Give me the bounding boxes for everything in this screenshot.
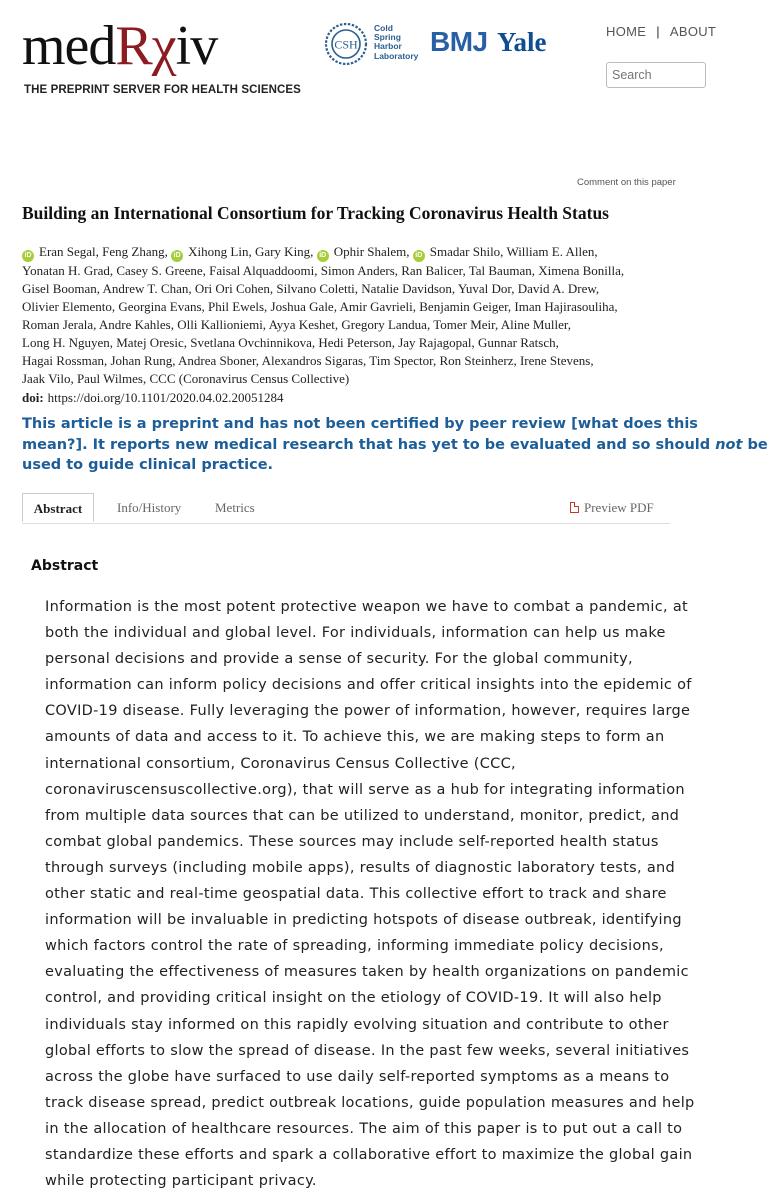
author-group[interactable]: Smadar Shilo, William E. Allen, [429, 244, 598, 259]
orcid-icon[interactable]: iD [317, 250, 329, 262]
notice-text: used to guide clinical practice. [22, 457, 274, 473]
abstract-line: amounts of data and access to it. To achieve this, we are making steps to form an [45, 729, 665, 746]
preprint-notice [22, 414, 768, 476]
doi-link[interactable]: https://doi.org/10.1101/2020.04.02.20051284 [47, 390, 284, 405]
orcid-icon[interactable]: iD [413, 250, 425, 262]
author-line[interactable]: Long H. Nguyen, Matej Oresic, Svetlana Ovchinnikova, Hedi Peterson, Jay Rajagopal, Gunnar Ratsch, [22, 335, 559, 350]
author-line[interactable]: Jaak Vilo, Paul Wilmes, CCC (Coronavirus Census Collective) [22, 371, 350, 386]
author-line[interactable]: Gisel Booman, Andrew T. Chan, Ori Ori Cohen, Silvano Coletti, Natalie Davidson, Yuval Dor, David A. Drew, [22, 281, 600, 296]
abstract-line: both the individual and global level. For individuals, information can help us make [45, 625, 666, 642]
doi-row [22, 390, 284, 406]
abstract-line: information can inform policy decisions and offer critical insights into the epidemic of [45, 677, 692, 694]
abstract-line: coronaviruscensuscollective.org), that will serve as a hub for integrating information [45, 781, 685, 798]
abstract-line: control, and providing critical insight on the etiology of COVID-19. It will also help [45, 990, 662, 1007]
yale-logo[interactable]: Yale [497, 27, 547, 57]
author-group[interactable]: Ophir Shalem, [333, 244, 413, 259]
author-line [22, 243, 682, 262]
tab-metrics[interactable]: Metrics [215, 500, 255, 515]
abstract-line: Information is the most potent protective weapon we have to combat a pandemic, at [45, 599, 689, 615]
csh-line: Laboratory [374, 50, 419, 61]
notice-text[interactable]: This article is a preprint and has not been certified by peer review [what does this [22, 416, 698, 432]
medrxiv-logo[interactable] [22, 15, 218, 77]
abstract-line: standardize these efforts and spark a collaborative effort to maximize the global gain [45, 1146, 693, 1163]
logo-chi: χ [151, 15, 176, 77]
csh-emblem-icon [322, 22, 372, 66]
pdf-icon [570, 502, 579, 513]
abstract-line: while protecting participant privacy. [45, 1173, 317, 1190]
author-group[interactable]: Eran Segal, Feng Zhang, [39, 244, 172, 259]
author-group[interactable]: Xihong Lin, Gary King, [188, 244, 317, 259]
abstract-line: through surveys (including mobile apps), results of diagnostic laboratory tests, and [45, 859, 675, 876]
tab-info-history[interactable]: Info/History [117, 500, 182, 515]
bmj-logo[interactable]: BMJ [430, 26, 488, 57]
abstract-line: combat global pandemics. These sources may include self-reported health status [45, 833, 659, 850]
abstract-line: from multiple data sources that can be utilized to understand, monitor, predict, and [45, 807, 680, 824]
abstract-line: other static and real-time geospatial data. This collective effort to track and share [45, 886, 667, 903]
abstract-line: which factors control the rate of spreading, informing immediate policy decisions, [45, 938, 664, 955]
abstract-heading: Abstract [31, 558, 99, 574]
preview-pdf-button[interactable] [570, 493, 654, 522]
csh-logo[interactable] [322, 22, 422, 66]
top-nav [606, 24, 716, 39]
comment-link[interactable]: Comment on this paper [577, 177, 676, 188]
orcid-icon[interactable]: iD [22, 250, 34, 262]
author-line[interactable]: Olivier Elemento, Georgina Evans, Phil Ewels, Joshua Gale, Amir Gavrieli, Benjamin Geiger, Iman Hajirasouliha, [22, 299, 618, 314]
nav-about-link[interactable]: ABOUT [669, 24, 717, 39]
article-title: Building an International Consortium for Tracking Coronavirus Health Status [22, 203, 609, 223]
csh-line: Spring [374, 32, 401, 43]
article-tabs [22, 493, 670, 524]
notice-text: be [742, 436, 768, 453]
search-input[interactable] [606, 62, 706, 88]
author-line[interactable]: Roman Jerala, Andre Kahles, Olli Kallioniemi, Ayya Keshet, Gregory Landua, Tomer Meir, Aline Muller, [22, 317, 571, 332]
notice-line [22, 455, 682, 476]
nav-home-link[interactable]: HOME [606, 24, 647, 39]
author-line[interactable]: Hagai Rossman, Johan Rung, Andrea Sboner, Alexandros Sigaras, Tim Spector, Ron Steinherz, Irene Stevens, [22, 353, 594, 368]
author-list [22, 243, 682, 388]
notice-line [22, 414, 698, 435]
logo-iv: iv [175, 15, 218, 77]
csh-line: Harbor [374, 41, 402, 52]
nav-separator: | [656, 24, 660, 39]
abstract-line: across the globe have surfaced to use daily self-reported symptoms as a means to [45, 1068, 670, 1085]
author-line[interactable]: Yonatan H. Grad, Casey S. Greene, Faisal Alquaddoomi, Simon Anders, Ran Balicer, Tal Bauman, Ximena Bonilla, [22, 263, 625, 278]
abstract-line: individuals stay informed on this rapidly evolving situation and contribute to other [45, 1016, 669, 1033]
abstract-line: in the allocation of healthcare resources. The aim of this paper is to put out a call to [45, 1120, 683, 1137]
notice-text[interactable]: mean?]. It reports new medical research that has yet to be evaluated and so should [22, 436, 716, 453]
csh-monogram: CSH [334, 37, 358, 52]
preview-pdf-label: Preview PDF [584, 500, 654, 515]
orcid-icon[interactable]: iD [171, 250, 183, 262]
csh-line: Cold [374, 23, 393, 33]
abstract-line: information will be invaluable in predicting hotspots of disease outbreak, identifying [45, 912, 682, 929]
logo-tagline: THE PREPRINT SERVER FOR HEALTH SCIENCES [24, 84, 301, 96]
abstract-line: COVID-19 disease. Fully leveraging the power of information, however, requires large [45, 703, 691, 720]
logo-med: med [22, 15, 116, 77]
notice-emphasis: not [715, 436, 743, 453]
abstract-line: personal decisions and provide a sense of security. For the global community, [45, 651, 633, 668]
notice-line [22, 435, 768, 456]
abstract-line: international consortium, Coronavirus Census Collective (CCC, [45, 755, 516, 772]
abstract-body [45, 594, 695, 1194]
abstract-line: evaluating the effectiveness of measures taken by health organizations on pandemic [45, 964, 689, 981]
logo-rx: R [115, 15, 152, 77]
csh-name [374, 24, 418, 61]
doi-label: doi: [22, 390, 44, 405]
abstract-line: track disease spread, predict outbreak locations, guide population measures and help [45, 1094, 695, 1111]
tab-abstract[interactable]: Abstract [22, 493, 94, 522]
abstract-line: global efforts to slow the spread of disease. In the past few weeks, several initiatives [45, 1042, 690, 1059]
